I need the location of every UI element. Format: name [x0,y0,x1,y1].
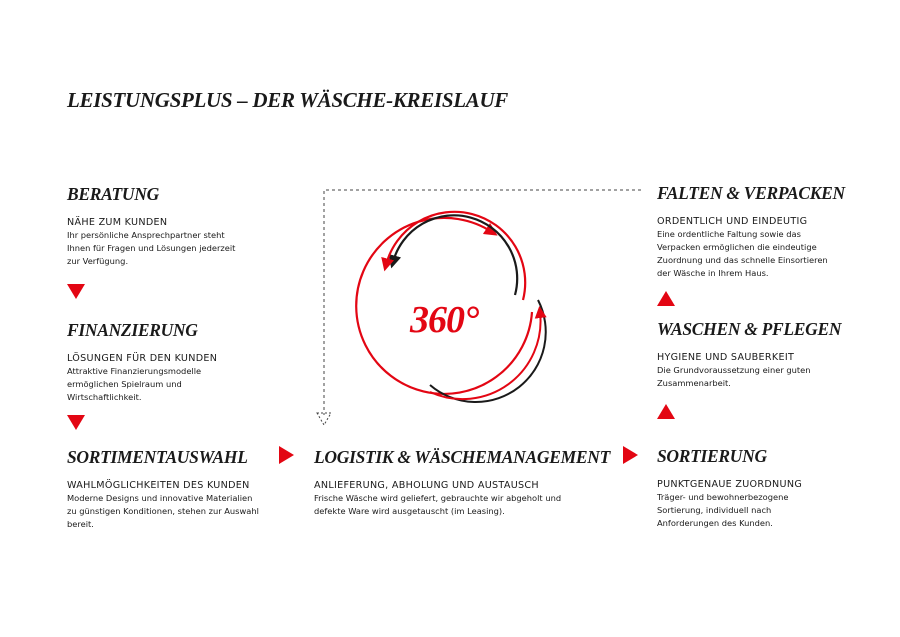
finanzierung-subheading: LÖSUNGEN FÜR DEN KUNDEN [67,353,218,364]
sortimentauswahl-heading: SORTIMENTAUSWAHL [67,447,248,467]
falten-subheading: ORDENTLICH UND EINDEUTIG [657,216,808,227]
logistik-heading: LOGISTIK & WÄSCHEMANAGEMENT [314,447,610,467]
finanzierung-heading: FINANZIERUNG [67,320,198,340]
sortierung-text: Träger- und bewohnerbezogene Sortierung, individuell nach Anforderungen des Kunden. [657,492,789,528]
center-label: 360° [410,299,479,341]
sortimentauswahl-subheading: WAHLMÖGLICHKEITEN DES KUNDEN [67,480,250,491]
sortierung-subheading: PUNKTGENAUE ZUORDNUNG [657,479,803,490]
sortimentauswahl-text: Moderne Designs und innovative Materialien zu günstigen Konditionen, stehen zur Auswahl bereit. [67,493,259,529]
sortierung-heading: SORTIERUNG [657,446,767,466]
beratung-heading: BERATUNG [67,184,159,204]
waschen-heading: WASCHEN & PFLEGEN [657,319,842,339]
falten-heading: FALTEN & VERPACKEN [657,183,845,203]
page-title: LEISTUNGSPLUS – DER WÄSCHE-KREISLAUF [67,88,509,112]
beratung-text: Ihr persönliche Ansprechpartner steht Ihnen für Fragen und Lösungen jederzeit zur Verfügung. [67,230,236,266]
logistik-text: Frische Wäsche wird geliefert, gebrauchte wir abgeholt und defekte Ware wird ausgetauscht (im Leasing). [314,493,562,516]
logistik-subheading: ANLIEFERUNG, ABHOLUNG UND AUSTAUSCH [314,480,539,491]
waschen-subheading: HYGIENE UND SAUBERKEIT [657,352,795,363]
beratung-subheading: NÄHE ZUM KUNDEN [67,217,168,228]
falten-text: Eine ordentliche Faltung sowie das Verpacken ermöglichen die eindeutige Zuordnung und das schnelle Einsortieren der Wäsche in Ihrem Haus. [657,229,828,278]
waschen-text: Die Grundvoraussetzung einer guten Zusammenarbeit. [657,365,811,388]
finanzierung-text: Attraktive Finanzierungsmodelle ermöglichen Spielraum und Wirtschaftlichkeit. [67,366,202,402]
